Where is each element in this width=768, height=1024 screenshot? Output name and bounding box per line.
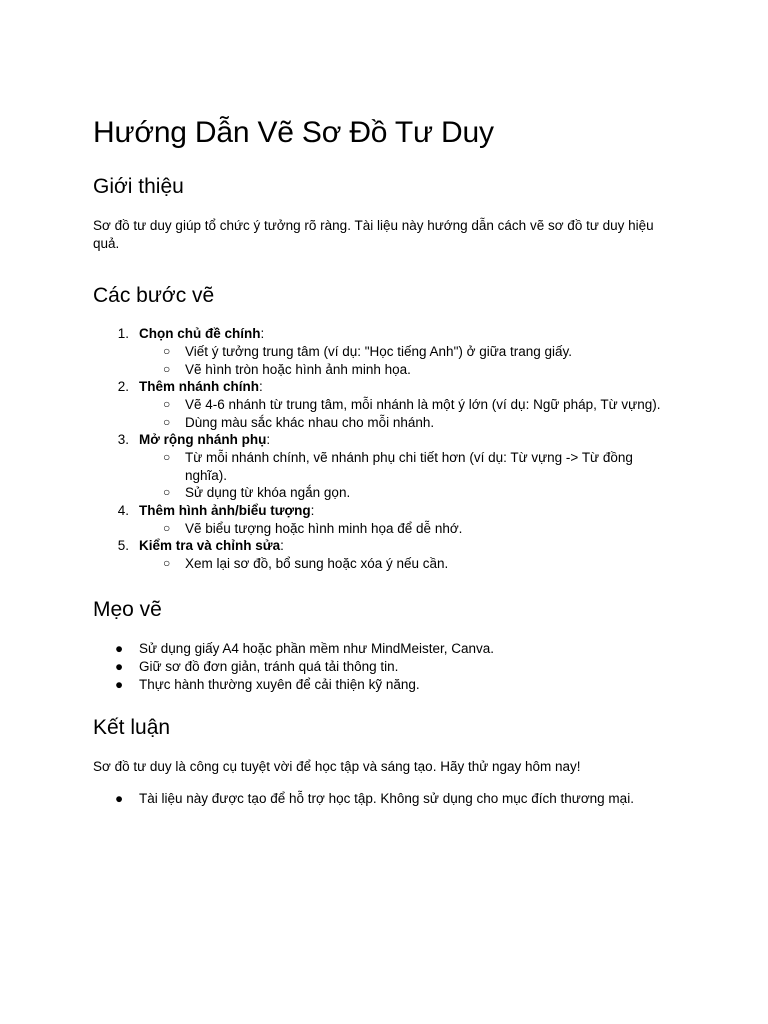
bullet-icon: ● [115, 658, 124, 674]
sub-item: ○ Vẽ 4-6 nhánh từ trung tâm, mỗi nhánh là một ý lớn (ví dụ: Ngữ pháp, Từ vựng). [163, 397, 661, 412]
step-item: 2. Thêm nhánh chính: ○ Vẽ 4-6 nhánh từ trung tâm, mỗi nhánh là một ý lớn (ví dụ: Ngữ pháp, Từ vựng). ○ Dùng màu sắc khác nhau cho mỗi nhánh. [93, 378, 673, 431]
sub-item: ○ Sử dụng từ khóa ngắn gọn. [163, 485, 351, 500]
circle-bullet-icon: ○ [163, 556, 171, 570]
intro-heading: Giới thiệu [93, 175, 184, 198]
conclusion-paragraph: Sơ đồ tư duy là công cụ tuyệt vời để học tập và sáng tạo. Hãy thử ngay hôm nay! [93, 758, 581, 774]
bullet-icon: ● [115, 676, 124, 692]
step-item: 1. Chọn chủ đề chính: ○ Viết ý tưởng trung tâm (ví dụ: "Học tiếng Anh") ở giữa trang giấy. ○ Vẽ hình tròn hoặc hình ảnh minh họa. [93, 325, 673, 378]
note-item: ● Tài liệu này được tạo để hỗ trợ học tập. Không sử dụng cho mục đích thương mại. [115, 790, 634, 806]
tip-item: ● Sử dụng giấy A4 hoặc phần mềm như MindMeister, Canva. [115, 640, 495, 656]
step-title: Mở rộng nhánh phụ [139, 432, 267, 447]
sub-item: ○ Vẽ hình tròn hoặc hình ảnh minh họa. [163, 361, 411, 377]
step-item: 5. Kiểm tra và chỉnh sửa: ○ Xem lại sơ đồ, bổ sung hoặc xóa ý nếu cần. [93, 537, 673, 573]
circle-bullet-icon: ○ [163, 520, 171, 535]
step-number: 2. [117, 379, 129, 394]
tip-item: ● Giữ sơ đồ đơn giản, tránh quá tải thông tin. [115, 658, 399, 674]
tips-heading: Mẹo vẽ [93, 597, 162, 621]
step-item: 3. Mở rộng nhánh phụ: ○ Từ mỗi nhánh chính, vẽ nhánh phụ chi tiết hơn (ví dụ: Từ vựng -> Từ đồng nghĩa). ○ Sử dụng từ khóa ngắn gọn. [93, 431, 673, 502]
circle-bullet-icon: ○ [163, 414, 171, 429]
step-number: 5. [117, 538, 129, 553]
sub-item: ○ Từ mỗi nhánh chính, vẽ nhánh phụ chi tiết hơn (ví dụ: Từ vựng -> Từ đồng nghĩa). [163, 450, 633, 483]
sub-item: ○ Viết ý tưởng trung tâm (ví dụ: "Học tiếng Anh") ở giữa trang giấy. [163, 344, 573, 359]
step-number: 3. [117, 432, 129, 447]
step-number: 1. [117, 326, 129, 341]
step-title: Chọn chủ đề chính [139, 326, 261, 341]
circle-bullet-icon: ○ [163, 485, 171, 499]
document-title: Hướng Dẫn Vẽ Sơ Đồ Tư Duy [93, 116, 494, 149]
step-title: Thêm hình ảnh/biểu tượng [139, 502, 311, 518]
intro-paragraph: Sơ đồ tư duy giúp tổ chức ý tưởng rõ ràng. Tài liệu này hướng dẫn cách vẽ sơ đồ tư duy hiệu quả. [93, 218, 654, 251]
notes-list [93, 790, 673, 808]
step-item: 4. Thêm hình ảnh/biểu tượng: ○ Vẽ biểu tượng hoặc hình minh họa để dễ nhớ. [93, 502, 673, 538]
sub-item: ○ Xem lại sơ đồ, bổ sung hoặc xóa ý nếu cần. [163, 556, 449, 571]
document-page [93, 112, 673, 808]
bullet-icon: ● [115, 640, 124, 656]
circle-bullet-icon: ○ [163, 397, 171, 411]
step-title: Thêm nhánh chính [139, 379, 259, 394]
sub-item: ○ Dùng màu sắc khác nhau cho mỗi nhánh. [163, 414, 435, 430]
circle-bullet-icon: ○ [163, 361, 171, 376]
bullet-icon: ● [115, 790, 124, 806]
steps-list [93, 325, 673, 573]
tips-list [93, 640, 673, 694]
conclusion-heading: Kết luận [93, 715, 171, 739]
sub-item: ○ Vẽ biểu tượng hoặc hình minh họa để dễ nhớ. [163, 520, 463, 536]
circle-bullet-icon: ○ [163, 344, 171, 358]
step-title: Kiểm tra và chỉnh sửa [139, 538, 281, 553]
circle-bullet-icon: ○ [163, 450, 171, 464]
steps-heading: Các bước vẽ [93, 284, 215, 307]
tip-item: ● Thực hành thường xuyên để cải thiện kỹ năng. [115, 676, 420, 692]
step-number: 4. [117, 502, 129, 518]
